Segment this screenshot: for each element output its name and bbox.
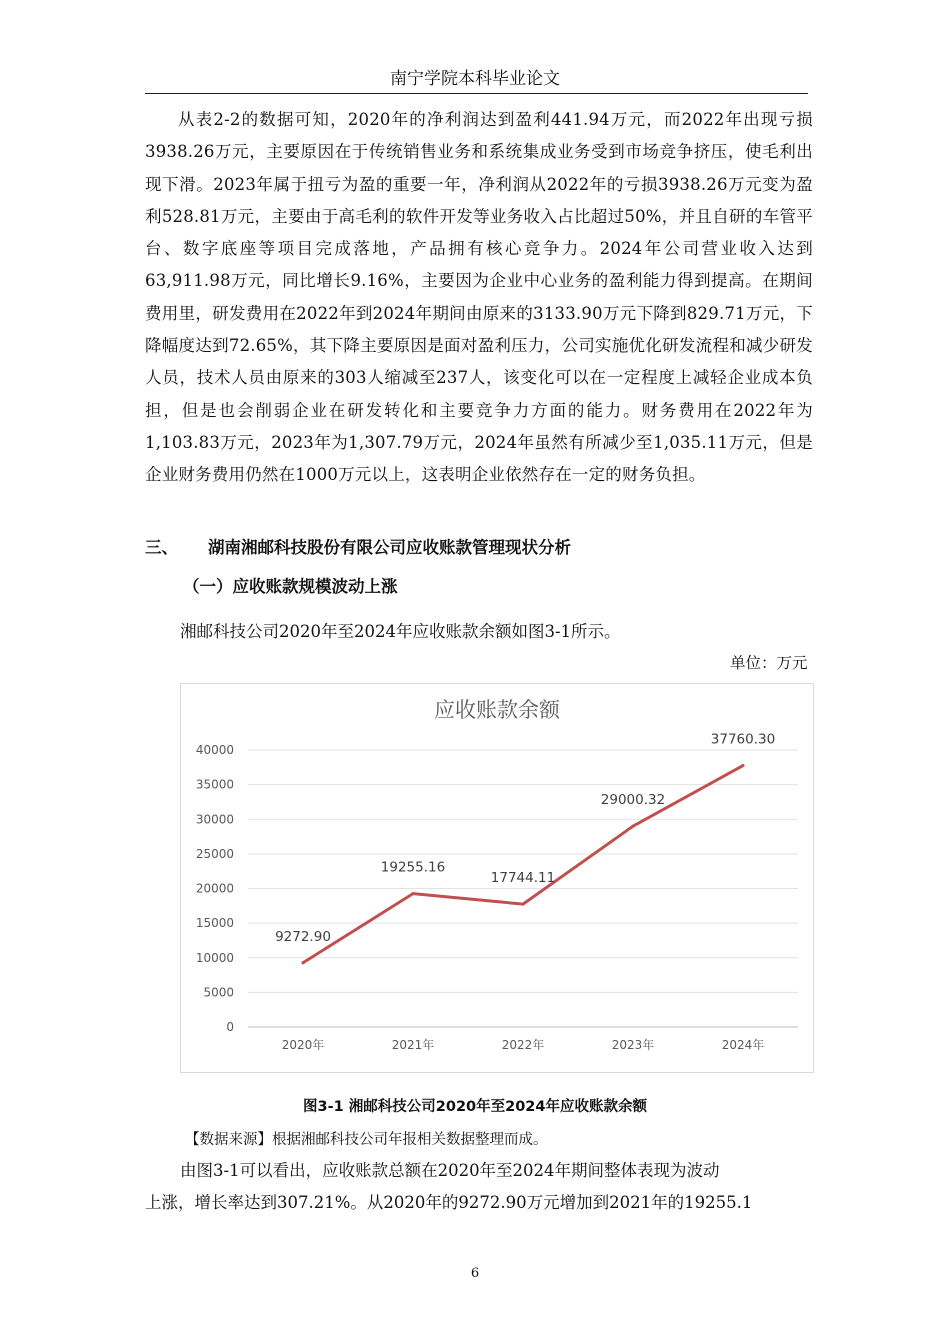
subsection-heading: （一）应收账款规模波动上涨 xyxy=(183,577,398,596)
page-number: 6 xyxy=(470,1266,480,1281)
y-tick-label: 5000 xyxy=(203,985,234,1000)
x-tick-label: 2021年 xyxy=(391,1038,435,1052)
header-divider xyxy=(145,93,808,94)
y-tick-label: 10000 xyxy=(195,950,234,965)
y-tick-label: 20000 xyxy=(195,881,234,896)
y-tick-label: 30000 xyxy=(195,812,234,827)
chart-title: 应收账款余额 xyxy=(434,698,560,722)
y-tick-label: 15000 xyxy=(195,916,234,931)
data-point xyxy=(302,961,305,964)
data-label: 9272.90 xyxy=(275,928,331,945)
section-heading xyxy=(145,534,571,558)
y-tick-label: 0 xyxy=(226,1020,234,1034)
source-note: 【数据来源】根据湘邮科技公司年报相关数据整理而成。 xyxy=(185,1132,548,1148)
unit-label: 单位：万元 xyxy=(730,654,808,672)
x-tick-label: 2020年 xyxy=(281,1038,325,1052)
data-label: 17744.11 xyxy=(490,870,556,887)
paragraph-2-line-2: 上涨，增长率达到307.21%。从2020年的9272.90万元增加到2021年的19255.1 xyxy=(145,1193,753,1212)
data-point xyxy=(742,764,745,767)
y-tick-label: 40000 xyxy=(195,743,234,757)
y-tick-label: 35000 xyxy=(195,777,234,792)
line-chart xyxy=(181,684,813,1072)
data-label: 29000.32 xyxy=(600,792,666,809)
x-tick-label: 2024年 xyxy=(721,1038,765,1052)
x-tick-label: 2022年 xyxy=(501,1038,545,1052)
data-label: 19255.16 xyxy=(380,859,446,876)
data-label: 37760.30 xyxy=(710,731,776,748)
series-line xyxy=(303,766,743,963)
chart-frame xyxy=(180,683,814,1073)
data-point xyxy=(632,825,635,828)
body-paragraph-1: 从表2-2的数据可知，2020年的净利润达到盈利441.94万元，而2022年出现亏损3938.26万元，主要原因在于传统销售业务和系统集成业务受到市场竞争挤压，使毛利出现下滑。2023年属于扭亏为盈的重要一年，净利润从2022年的亏损3938.26万元变为盈利528.81万元，主要由于高毛利的软件开发等业务收入占比超过50%，并且自研的车管平台、数字底座等项目完成落地，产品拥有核心竞争力。2024年公司营业收入达到63,911.98万元，同比增长9.16%，主要因为企业中心业务的盈利能力得到提高。在期间费用里，研发费用在2022年到2024年期间由原来的3133.90万元下降到829.71万元，下降幅度达到72.65%，其下降主要原因是面对盈利压力，公司实施优化研发流程和减少研发人员，技术人员由原来的303人缩减至237人，该变化可以在一定程度上减轻企业成本负担，但是也会削弱企业在研发转化和主要竞争力方面的能力。财务费用在2022年为1,103.83万元，2023年为1,307.79万元，2024年虽然有所减少至1,035.11万元，但是企业财务费用仍然在1000万元以上，这表明企业依然存在一定的财务负担。 xyxy=(145,110,813,485)
intro-line: 湘邮科技公司2020年至2024年应收账款余额如图3-1所示。 xyxy=(180,622,621,641)
page-header: 南宁学院本科毕业论文 xyxy=(390,69,560,89)
data-point xyxy=(522,903,525,906)
section-title: 湖南湘邮科技股份有限公司应收账款管理现状分析 xyxy=(208,538,571,557)
data-point xyxy=(412,892,415,895)
y-tick-label: 25000 xyxy=(195,846,234,861)
paragraph-2-line-1: 由图3-1可以看出，应收账款总额在2020年至2024年期间整体表现为波动 xyxy=(180,1161,720,1180)
section-number: 三、 xyxy=(145,538,178,557)
figure-caption: 图3-1 湘邮科技公司2020年至2024年应收账款余额 xyxy=(303,1099,647,1115)
x-tick-label: 2023年 xyxy=(611,1038,655,1052)
